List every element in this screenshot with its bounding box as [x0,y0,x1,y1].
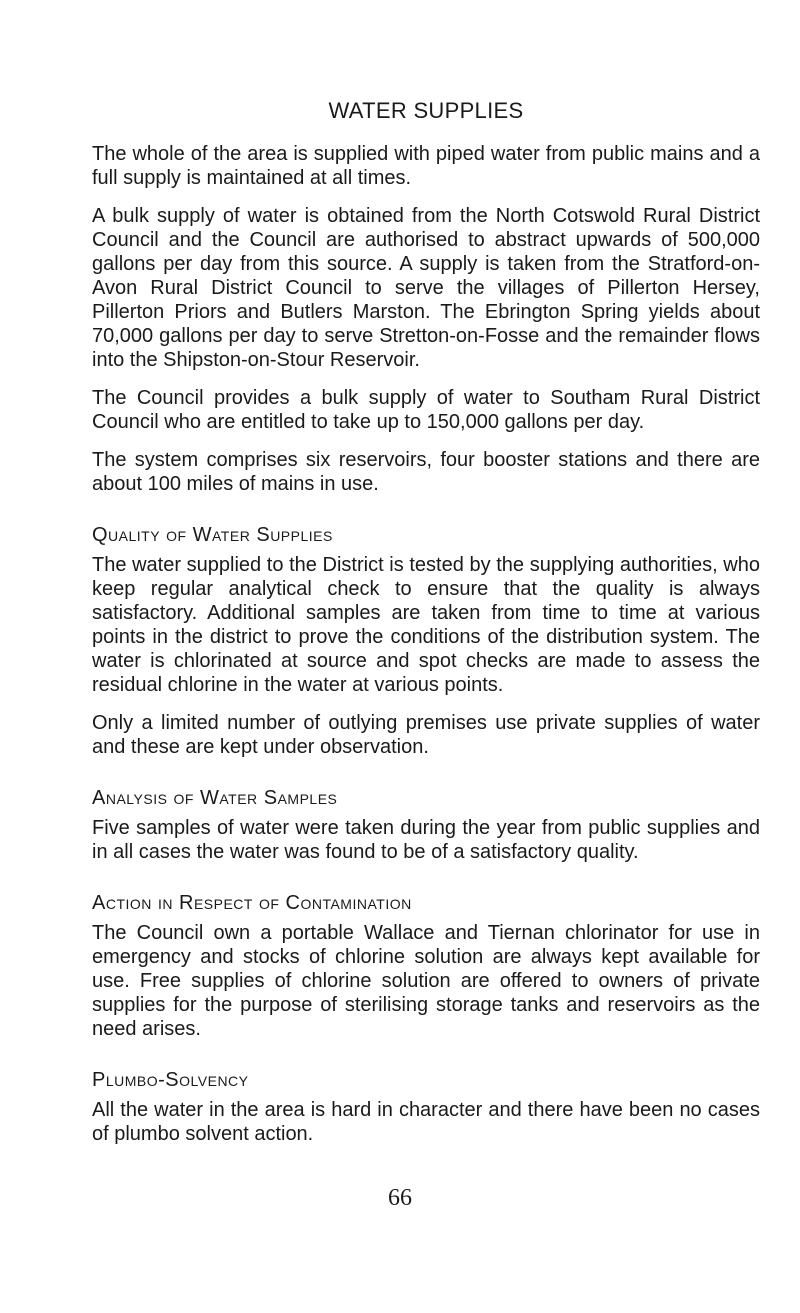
section-heading-analysis: Analysis of Water Samples [92,787,338,809]
section-plumbo-solvency [92,1069,760,1146]
section-quality [92,524,760,759]
analysis-paragraph-1: Five samples of water were taken during the year from public supplies and in all cases the water was found to be of a satisfactory quality. [92,817,760,863]
section-analysis [92,787,760,864]
document-page [92,98,760,1160]
intro-paragraph-3: The Council provides a bulk supply of water to Southam Rural District Council who are entitled to take up to 150,000 gallons per day. [92,387,760,433]
contamination-paragraph-1: The Council own a portable Wallace and Tiernan chlorinator for use in emergency and stocks of chlorine solution are always kept available for use. Free supplies of chlorine solution are offered to owners of private supplies for the purpose of sterilising storage tanks and reservoirs as the need arises. [92,922,760,1040]
section-heading-plumbo-solvency: Plumbo-Solvency [92,1069,249,1091]
plumbo-solvency-paragraph-1: All the water in the area is hard in character and there have been no cases of plumbo solvent action. [92,1099,760,1145]
intro-paragraph-1: The whole of the area is supplied with piped water from public mains and a full supply is maintained at all times. [92,143,760,189]
quality-paragraph-1: The water supplied to the District is tested by the supplying authorities, who keep regular analytical check to ensure that the quality is always satisfactory. Additional samples are taken from time to time at various points in the district to prove the conditions of the distribution system. The water is chlorinated at source and spot checks are made to assess the residual chlorine in the water at various points. [92,554,760,696]
page-title: WATER SUPPLIES [328,98,524,123]
section-heading-contamination: Action in Respect of Contamination [92,892,412,914]
quality-paragraph-2: Only a limited number of outlying premises use private supplies of water and these are kept under observation. [92,712,760,758]
section-heading-quality: Quality of Water Supplies [92,524,333,546]
section-contamination [92,892,760,1041]
intro-paragraph-4: The system comprises six reservoirs, four booster stations and there are about 100 miles of mains in use. [92,449,760,495]
intro-paragraph-2: A bulk supply of water is obtained from the North Cotswold Rural District Council and the Council are authorised to abstract upwards of 500,000 gallons per day from this source. A supply is taken from the Stratford-on-Avon Rural District Council to serve the villages of Pillerton Hersey, Pillerton Priors and Butlers Marston. The Ebrington Spring yields about 70,000 gallons per day to serve Stretton-on-Fosse and the remainder flows into the Shipston-on-Stour Reservoir. [92,205,760,371]
page-number: 66 [388,1185,412,1211]
